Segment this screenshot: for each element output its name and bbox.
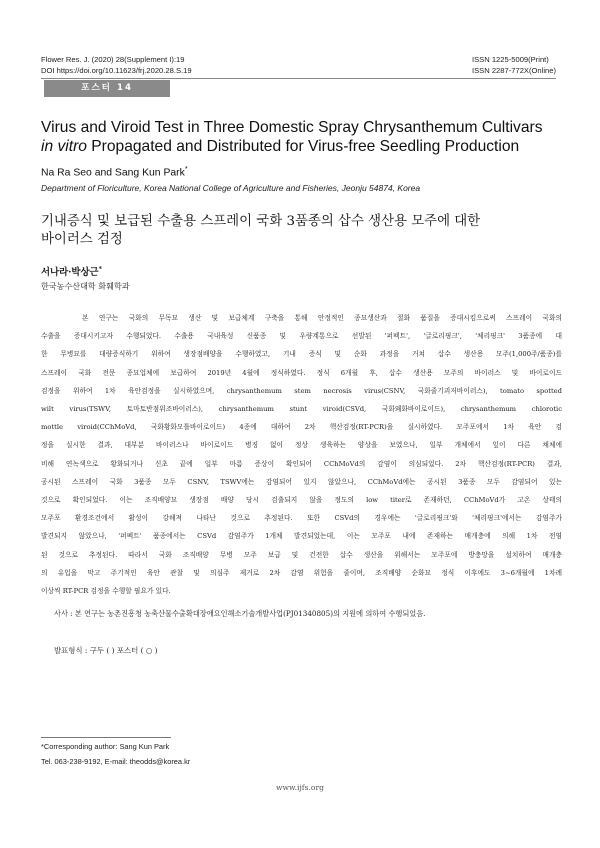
title-korean xyxy=(41,213,561,249)
title-en-line2 xyxy=(41,137,561,156)
authors-ko-names: 서나라·박상근 xyxy=(41,267,99,278)
footnote-rule xyxy=(41,737,171,738)
contact-info: Tel. 063-238-9192, E-mail: theodds@korea.kr xyxy=(41,757,191,766)
abstract-line: 공시된 스프레이 국화 3품종 모두 CSNV, TSWV에는 감염되어 있지 않았으나, CChMoVd에는 공시된 3품종 모두 감염되어 있는 xyxy=(41,477,562,486)
header-rule xyxy=(41,78,556,79)
corresponding-author: *Corresponding author: Sang Kun Park xyxy=(41,742,170,751)
authors-korean xyxy=(41,264,102,278)
affiliation-english: Department of Floriculture, Korea National College of Agriculture and Fisheries, Jeonju 54874, Korea xyxy=(41,183,421,193)
acknowledgment: 사사 : 본 연구는 농촌진흥청 농축산물수출확대장애요인해소기술개발사업(PJ01340805)의 지원에 의하여 수행되었음. xyxy=(54,609,426,618)
footer-url: www.ijfs.org xyxy=(276,783,324,792)
abstract-line: 정을 실시한 결과, 대부분 바이러스나 바이로이드 병징 없이 정상 생육하는 양상을 보였으나, 일부 개체에서 잎이 다른 채체에 xyxy=(41,441,562,450)
doi: DOI https://doi.org/10.11623/frj.2020.28.S.19 xyxy=(41,66,192,75)
issn-block xyxy=(472,54,556,76)
affiliation-korean: 한국농수산대학 화훼학과 xyxy=(41,281,130,291)
journal-info: Flower Res. J. (2020) 28(Supplement I):19 xyxy=(41,55,185,64)
abstract-line: wilt virus(TSWV, 토마토반점위조바이러스), chrysanthemum stunt viroid(CSVd, 국화왜화바이로이드), chrysanthemum chlorotic xyxy=(41,405,562,414)
abstract-line: 모주포 환경조건에서 활성이 강해져 나타난 것으로 추정된다. 또한 CSVd의 경우에는 '글로리핑크'와 '체리핑크'에서는 감염주가 xyxy=(41,514,562,523)
authors-en-names: Na Ra Seo and Sang Kun Park xyxy=(41,167,185,179)
title-ko-line1: 기내증식 및 보급된 수출용 스프레이 국화 3품종의 삽수 생산용 모주에 대한 xyxy=(41,214,481,229)
poster-badge: 포스터 14 xyxy=(44,80,170,97)
abstract-line: mottle viroid(CChMoVd, 국화황화모틀바이로이드) 4종에 대하여 2차 핵산검정(RT-PCR)을 실시하였다. 모주포에서 1차 육안 검 xyxy=(41,423,562,432)
abstract-line: 본 연구는 국화의 무독묘 생산 및 보급체계 구축을 통해 안정적인 종묘생산과 절화 품질을 증대시킴으로써 스프레이 국화의 xyxy=(41,314,562,322)
abstract-line: 스프레이 국화 전문 종묘업체에 보급하여 2019년 4월에 정식하였다. 정식 6개월 후, 삽수 생산용 모주의 바이러스 및 바이로이드 xyxy=(41,368,562,377)
abstract-line: 비해 연녹색으로 황화되거나 신초 끝에 일부 마름 증상이 확인되어 CChMoVd의 감염이 의심되었다. 2차 핵산검정(RT-PCR) 결과, xyxy=(41,459,562,468)
issn-print: ISSN 1225-5009(Print) xyxy=(472,55,549,64)
title-en-italic: in vitro xyxy=(41,138,87,155)
title-en-line1: Virus and Viroid Test in Three Domestic Spray Chrysanthemum Cultivars xyxy=(41,119,543,136)
authors-en-mark: * xyxy=(184,166,188,173)
abstract-line: 수출을 증대시키고자 수행되었다. 수출용 국내육성 신품종 및 우량계통으로 선발된 '퍼펙트', '글로리핑크', '체리핑크' 3품종에 대 xyxy=(41,332,562,341)
abstract-line: 이상씩 RT-PCR 검정을 수행할 필요가 있다. xyxy=(41,587,171,596)
title-english xyxy=(41,118,561,156)
abstract-line: 검정을 위하여 1차 육안검정을 실시하였으며, chrysanthemum stem necrosis virus(CSNV, 국화줄기괴저바이러스), tomato spotted xyxy=(41,386,562,395)
abstract-line: 것으로 확인되었다. 이는 조직배양묘 생장점 배양 당시 검출되지 않을 정도의 low titer로 존재하던, CChMoVd가 고온 상태의 xyxy=(41,496,562,505)
abstract-line: 된 것으로 추정된다. 따라서 국화 조직배양 무병 모주 보급 및 건전한 삽수 생산을 위해서는 모주포에 방충망을 설치하여 매개충 xyxy=(41,550,562,559)
issn-online: ISSN 2287-772X(Online) xyxy=(472,66,556,75)
authors-ko-mark: * xyxy=(98,264,103,273)
abstract-line: 한 무병묘를 대량증식하기 위하여 생장점배양을 수행하였고, 기내 증식 및 순화 과정을 거쳐 삽수 생산용 모주(1,000주/품종)를 xyxy=(41,350,562,359)
presentation-format: 발표형식 : 구두 ( ) 포스터 ( ○ ) xyxy=(54,646,158,655)
title-en-line2-rest: Propagated and Distributed for Virus-free Seedling Production xyxy=(86,138,520,155)
title-ko-line2: 바이러스 검정 xyxy=(41,232,123,247)
abstract xyxy=(41,309,562,600)
abstract-line: 발견되지 않았으나, '퍼펙트' 품종에서는 CSVd 감염주가 1개체 발견되었는데, 이는 모주포 내에 존재하는 매개충에 의해 1차 전염 xyxy=(41,532,562,541)
journal-citation xyxy=(41,54,192,76)
authors-english xyxy=(41,166,188,178)
abstract-line: 의 유입을 막고 주기적인 육안 관찰 및 의심주 제거로 2차 감염 위험을 줄이며, 조직배양 순화묘 정식 이후에도 3~6개월에 1차례 xyxy=(41,568,562,577)
